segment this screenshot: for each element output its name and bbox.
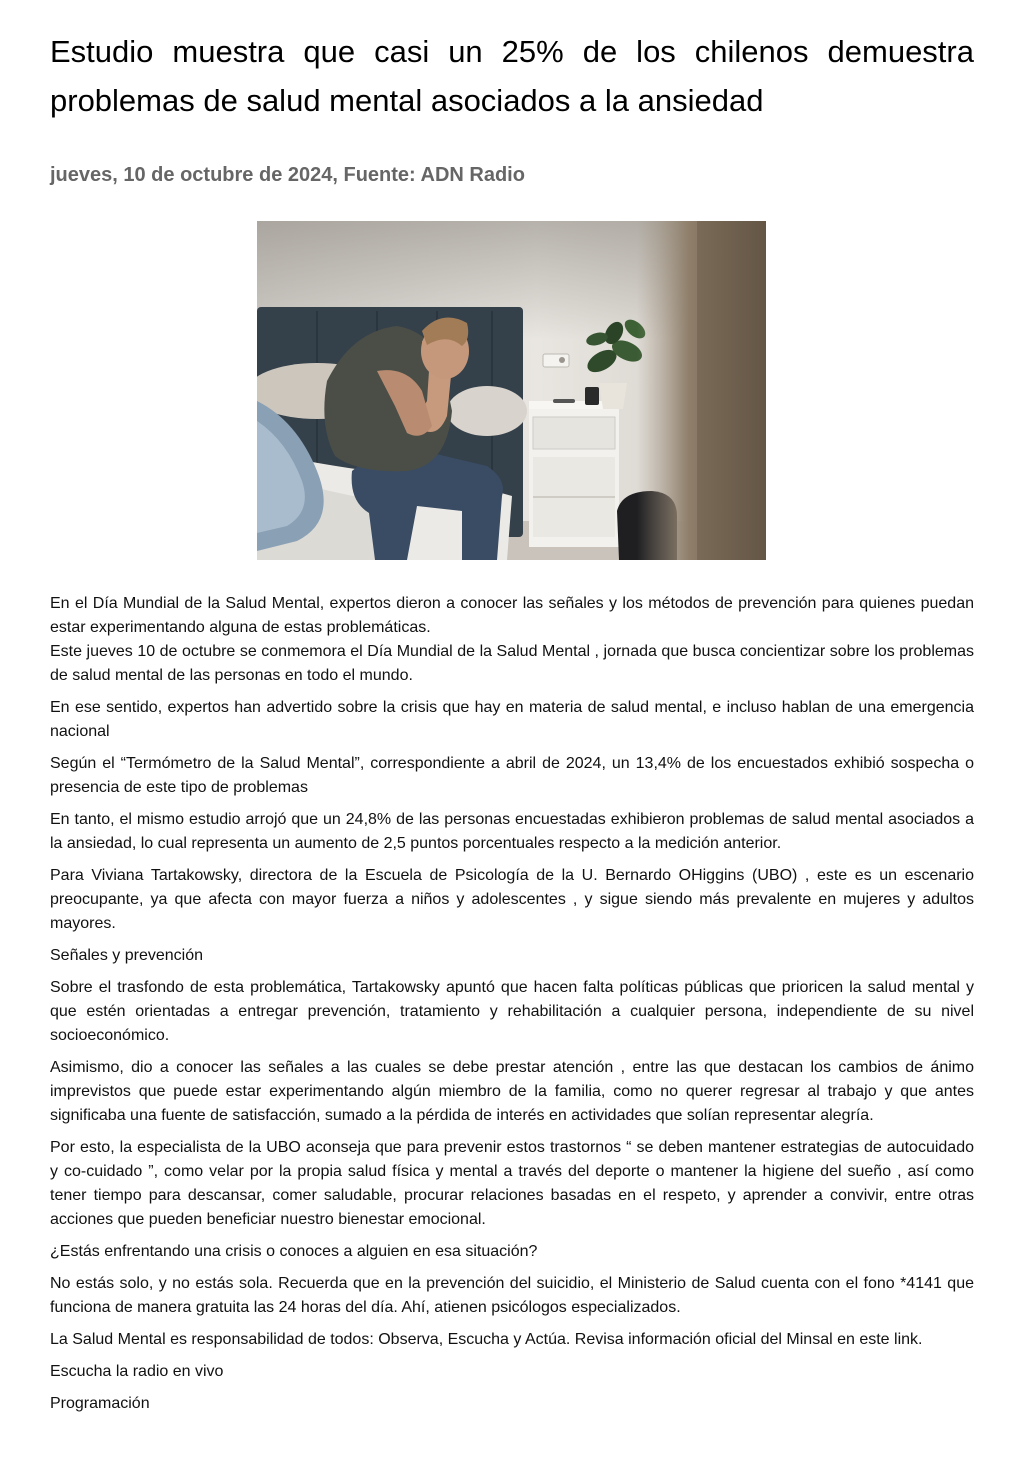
listen-live-link[interactable]: Escucha la radio en vivo (50, 1363, 224, 1380)
article-date-source: jueves, 10 de octubre de 2024, Fuente: ADN Radio (50, 164, 525, 186)
paragraph: Por esto, la especialista de la UBO aconseja que para prevenir estos trastornos “ se deben mantener estrategias de autocuidado y co-cuidado ”, como velar por la propia salud física y mental a través del deporte o mantener la higiene del sueño , así como tener tiempo para descansar, comer saludable, procurar relaciones basadas en el respeto, y aprender a convivir, entre otras acciones que pueden beneficiar nuestro bienestar emocional. (50, 1139, 974, 1228)
paragraph: Para Viviana Tartakowsky, directora de la Escuela de Psicología de la U. Bernardo OHiggins (UBO) , este es un escenario preocupante, ya que afecta con mayor fuerza a niños y adolescentes , y sigue siendo más prevalente en mujeres y adultos mayores. (50, 867, 974, 932)
article-page (50, 0, 974, 1424)
paragraph: En tanto, el mismo estudio arrojó que un 24,8% de las personas encuestadas exhibieron problemas de salud mental asociados a la ansiedad, lo cual representa un aumento de 2,5 puntos porcentuales respecto a la medición anterior. (50, 811, 974, 852)
programming-link[interactable]: Programación (50, 1395, 150, 1412)
paragraph: Asimismo, dio a conocer las señales a las cuales se debe prestar atención , entre las que destacan los cambios de ánimo imprevistos que puede estar experimentando algún miembro de la familia, como no querer regresar al trabajo y que antes significaba una fuente de satisfacción, sumado a la pérdida de interés en actividades que solían representar alegría. (50, 1059, 974, 1124)
article-body (50, 592, 974, 1416)
paragraph: La Salud Mental es responsabilidad de todos: Observa, Escucha y Actúa. Revisa información oficial del Minsal en este link. (50, 1331, 923, 1348)
paragraph: En ese sentido, expertos han advertido sobre la crisis que hay en materia de salud mental, e incluso hablan de una emergencia nacional (50, 699, 974, 740)
paragraph: ¿Estás enfrentando una crisis o conoces a alguien en esa situación? (50, 1243, 538, 1260)
paragraph: Sobre el trasfondo de esta problemática, Tartakowsky apuntó que hacen falta políticas públicas que prioricen la salud mental y que estén orientadas a entregar prevención, tratamiento y rehabilitación a cualquier persona, independiente de su nivel socioeconómico. (50, 979, 974, 1044)
article-photo (257, 221, 766, 560)
paragraph: Según el “Termómetro de la Salud Mental”, correspondiente a abril de 2024, un 13,4% de los encuestados exhibió sospecha o presencia de este tipo de problemas (50, 755, 974, 796)
article-title: Estudio muestra que casi un 25% de los chilenos demuestra problemas de salud mental asociados a la ansiedad (50, 34, 974, 118)
paragraph: No estás solo, y no estás sola. Recuerda que en la prevención del suicidio, el Ministerio de Salud cuenta con el fono *4141 que funciona de manera gratuita las 24 horas del día. Ahí, atienen psicólogos especializados. (50, 1275, 974, 1316)
photo-man-sitting-on-bed (257, 221, 766, 560)
paragraph-intro: Este jueves 10 de octubre se conmemora el Día Mundial de la Salud Mental , jornada que busca concientizar sobre los problemas de salud mental de las personas en todo el mundo. (50, 643, 974, 684)
paragraph-lead: En el Día Mundial de la Salud Mental, expertos dieron a conocer las señales y los métodos de prevención para quienes puedan estar experimentando alguna de estas problemáticas. (50, 595, 974, 636)
section-heading: Señales y prevención (50, 947, 203, 964)
